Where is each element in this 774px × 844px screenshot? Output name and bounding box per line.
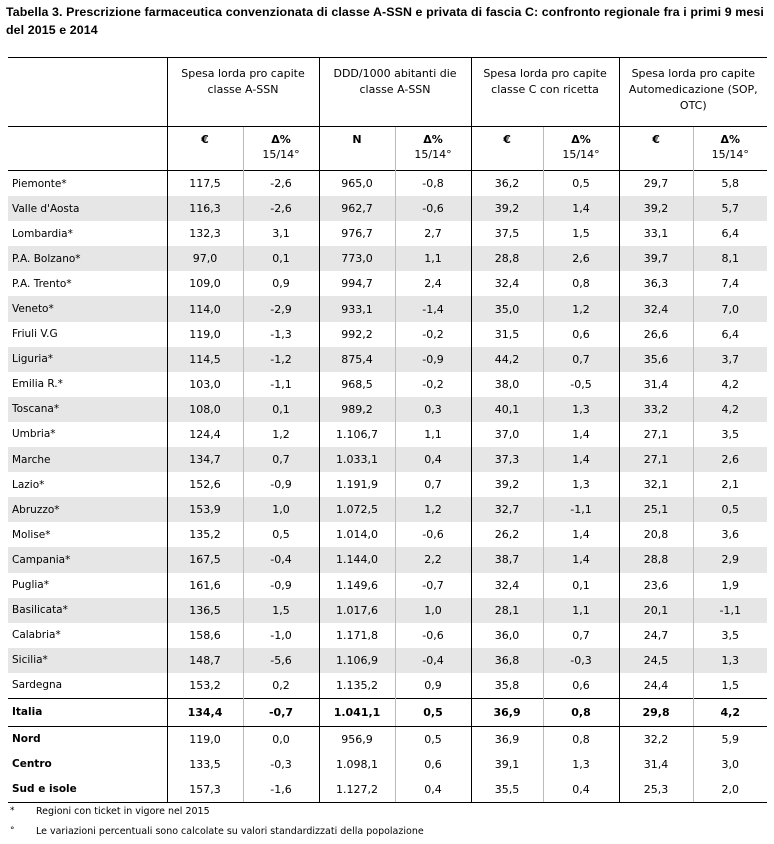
table-cell: -2,9 [243, 296, 319, 321]
table-cell: 1.135,2 [319, 673, 395, 699]
table-cell: 0,5 [243, 522, 319, 547]
table-cell: 97,0 [167, 246, 243, 271]
table-cell: 108,0 [167, 397, 243, 422]
table-cell: 0,9 [243, 271, 319, 296]
table-cell: -1,6 [243, 777, 319, 803]
table-cell: 0,4 [543, 777, 619, 803]
table-cell: 2,9 [693, 547, 767, 572]
regional-table [8, 57, 767, 803]
table-cell: 956,9 [319, 726, 395, 752]
table-cell: 153,9 [167, 497, 243, 522]
footnote-ticket: * Regioni con ticket in vigore nel 2015 [10, 806, 210, 817]
table-cell: 1,9 [693, 573, 767, 598]
table-cell: -1,1 [693, 598, 767, 623]
table-cell: 35,5 [471, 777, 543, 803]
table-cell: 35,0 [471, 296, 543, 321]
table-cell: 1,0 [395, 598, 471, 623]
table-cell: 39,2 [619, 196, 693, 221]
table-cell: 37,5 [471, 221, 543, 246]
row-label: P.A. Bolzano* [8, 246, 167, 271]
table-cell: 0,5 [543, 171, 619, 197]
table-cell: 989,2 [319, 397, 395, 422]
table-cell: -0,9 [395, 347, 471, 372]
table-cell: -0,6 [395, 623, 471, 648]
row-label: Italia [8, 698, 167, 726]
table-cell: -2,6 [243, 196, 319, 221]
table-cell: 40,1 [471, 397, 543, 422]
table-cell: 0,6 [395, 752, 471, 777]
table-row [8, 623, 767, 648]
table-cell: 0,7 [395, 472, 471, 497]
table-cell: 1.014,0 [319, 522, 395, 547]
table-cell: 0,1 [243, 397, 319, 422]
table-cell: 25,3 [619, 777, 693, 803]
table-cell: 24,7 [619, 623, 693, 648]
table-cell: 1,5 [693, 673, 767, 699]
table-cell: 1.033,1 [319, 447, 395, 472]
table-cell: 36,9 [471, 698, 543, 726]
table-cell: 1.171,8 [319, 623, 395, 648]
table-cell: 7,0 [693, 296, 767, 321]
table-cell: 32,4 [619, 296, 693, 321]
corner-cell-sub [8, 127, 167, 171]
row-label: Nord [12, 733, 41, 746]
table-cell: 3,7 [693, 347, 767, 372]
table-cell: 0,2 [243, 673, 319, 699]
table-row [8, 497, 767, 522]
row-label: Valle d'Aosta [8, 196, 167, 221]
sub-header: Δ% 15/14° [243, 127, 319, 171]
row-label: Marche [8, 447, 167, 472]
table-cell: 2,7 [395, 221, 471, 246]
table-cell: -2,6 [243, 171, 319, 197]
row-label: Piemonte* [8, 171, 167, 197]
table-row [8, 246, 767, 271]
table-cell: -0,3 [543, 648, 619, 673]
table-cell: 1,3 [543, 397, 619, 422]
table-cell: -0,4 [395, 648, 471, 673]
table-cell: 24,4 [619, 673, 693, 699]
table-cell: 2,1 [693, 472, 767, 497]
table-cell: 0,6 [543, 322, 619, 347]
sub-header: € [471, 127, 543, 171]
table-row [8, 347, 767, 372]
table-row [8, 372, 767, 397]
table-cell: 1.072,5 [319, 497, 395, 522]
table-cell: 4,2 [693, 372, 767, 397]
table-cell: -1,2 [243, 347, 319, 372]
table-cell: 0,0 [243, 726, 319, 752]
table-row [8, 397, 767, 422]
table-cell: 0,1 [543, 573, 619, 598]
table-row [8, 673, 767, 699]
table-cell: 1.106,9 [319, 648, 395, 673]
table-cell: 158,6 [167, 623, 243, 648]
table-cell: 965,0 [319, 171, 395, 197]
table-title: Tabella 3. Prescrizione farmaceutica convenzionata di classe A-SSN e privata di fascia C: confronto regionale fra i primi 9 mesi del 2015 e 2014 [6, 5, 764, 37]
table-cell: 1,1 [395, 422, 471, 447]
table-cell: 28,8 [471, 246, 543, 271]
table-cell: 1,1 [395, 246, 471, 271]
table-cell: 0,5 [693, 497, 767, 522]
table-cell: 0,5 [395, 726, 471, 752]
table-row [8, 777, 767, 803]
table-cell: -1,1 [543, 497, 619, 522]
table-cell: 31,4 [619, 372, 693, 397]
table-cell: -0,8 [395, 171, 471, 197]
group-header-ddd: DDD/1000 abitanti die classe A-SSN [319, 58, 471, 127]
row-label: Sud e isole [8, 777, 167, 803]
table-cell: 4,2 [693, 698, 767, 726]
table-cell: 161,6 [167, 573, 243, 598]
row-label: Centro [12, 758, 52, 771]
table-cell: 39,7 [619, 246, 693, 271]
table-cell: 1,4 [543, 547, 619, 572]
row-label: Liguria* [8, 347, 167, 372]
row-label: Toscana* [8, 397, 167, 422]
table-cell: -1,0 [243, 623, 319, 648]
table-cell: 37,3 [471, 447, 543, 472]
table-row [8, 522, 767, 547]
table-cell: 0,1 [243, 246, 319, 271]
group-header-classe-c: Spesa lorda pro capite classe C con ricetta [471, 58, 619, 127]
table-cell: 968,5 [319, 372, 395, 397]
row-label: Sicilia* [8, 648, 167, 673]
row-label: P.A. Trento* [12, 277, 72, 290]
table-cell: 2,4 [395, 271, 471, 296]
table-cell: 1,4 [543, 522, 619, 547]
table-row [8, 598, 767, 623]
table-row [8, 447, 767, 472]
sub-header: Δ% 15/14° [543, 127, 619, 171]
table-cell: 1.098,1 [319, 752, 395, 777]
row-label: Umbria* [12, 428, 56, 441]
table-cell: -0,6 [395, 522, 471, 547]
table-row [8, 221, 767, 246]
table-row [8, 648, 767, 673]
table-cell: 36,2 [471, 171, 543, 197]
table-cell: 0,8 [543, 726, 619, 752]
table-cell: 39,2 [471, 472, 543, 497]
table-cell: -0,3 [243, 752, 319, 777]
table-row [8, 547, 767, 572]
sub-header: Δ% 15/14° [693, 127, 767, 171]
row-label: Abruzzo* [8, 497, 167, 522]
table-cell: 7,4 [693, 271, 767, 296]
sub-header: € [167, 127, 243, 171]
table-cell: 0,4 [395, 777, 471, 803]
table-cell: 1.041,1 [319, 698, 395, 726]
table-cell: 1.017,6 [319, 598, 395, 623]
row-label: Veneto* [8, 296, 167, 321]
table-cell: 29,8 [619, 698, 693, 726]
table-cell: 23,6 [619, 573, 693, 598]
row-label: Emilia R.* [12, 378, 63, 391]
table-cell: 1,4 [543, 196, 619, 221]
group-header-spesa-a-ssn: Spesa lorda pro capite classe A-SSN [167, 58, 319, 127]
table-cell: 28,8 [619, 547, 693, 572]
table-cell: -0,2 [395, 372, 471, 397]
group-header-automedicazione: Spesa lorda pro capite Automedicazione (SOP, OTC) [619, 58, 767, 127]
footnote-variazioni: ° Le variazioni percentuali sono calcolate su valori standardizzati della popolazione [10, 826, 424, 837]
table-cell: 0,8 [543, 698, 619, 726]
table-cell: 1,5 [243, 598, 319, 623]
table-cell: 0,3 [395, 397, 471, 422]
table-cell: 933,1 [319, 296, 395, 321]
table-cell: 0,4 [395, 447, 471, 472]
table-cell: 31,5 [471, 322, 543, 347]
table-cell: 33,2 [619, 397, 693, 422]
table-row [8, 296, 767, 321]
table-cell: -0,9 [243, 573, 319, 598]
table-cell: 2,0 [693, 777, 767, 803]
table-cell: 136,5 [167, 598, 243, 623]
table-cell: 119,0 [167, 322, 243, 347]
table-cell: 116,3 [167, 196, 243, 221]
row-label: Campania* [8, 547, 167, 572]
sub-header: € [619, 127, 693, 171]
table-cell: 38,0 [471, 372, 543, 397]
table-cell: 6,4 [693, 322, 767, 347]
table-cell: 0,8 [543, 271, 619, 296]
table-cell: 2,2 [395, 547, 471, 572]
table-cell: 36,0 [471, 623, 543, 648]
table-cell: 132,3 [167, 221, 243, 246]
table-cell: 4,2 [693, 397, 767, 422]
table-cell: 124,4 [167, 422, 243, 447]
table-row [8, 171, 767, 197]
table-cell: 135,2 [167, 522, 243, 547]
table-row [8, 271, 767, 296]
table-row [8, 472, 767, 497]
table-cell: 148,7 [167, 648, 243, 673]
table-cell: 134,7 [167, 447, 243, 472]
table-cell: 962,7 [319, 196, 395, 221]
table-row [8, 422, 767, 447]
table-cell: 153,2 [167, 673, 243, 699]
table-cell: 2,6 [543, 246, 619, 271]
row-label: Calabria* [12, 629, 61, 642]
table-cell: -0,9 [243, 472, 319, 497]
table-cell: 1,2 [543, 296, 619, 321]
table-cell: 25,1 [619, 497, 693, 522]
table-row [8, 322, 767, 347]
table-cell: 26,6 [619, 322, 693, 347]
table-cell: 875,4 [319, 347, 395, 372]
table-cell: 37,0 [471, 422, 543, 447]
table-cell: 36,3 [619, 271, 693, 296]
table-cell: 152,6 [167, 472, 243, 497]
table-cell: 32,4 [471, 271, 543, 296]
table-cell: 1,5 [543, 221, 619, 246]
table-cell: 26,2 [471, 522, 543, 547]
table-cell: 3,1 [243, 221, 319, 246]
table-cell: 157,3 [167, 777, 243, 803]
table-cell: 32,2 [619, 726, 693, 752]
table-cell: 5,8 [693, 171, 767, 197]
table-cell: -0,2 [395, 322, 471, 347]
table-cell: 119,0 [167, 726, 243, 752]
table-cell: 0,6 [543, 673, 619, 699]
table-cell: 0,7 [543, 623, 619, 648]
table-cell: 28,1 [471, 598, 543, 623]
table-cell: 0,7 [243, 447, 319, 472]
table-cell: 33,1 [619, 221, 693, 246]
sub-header: N [319, 127, 395, 171]
table-cell: 1.144,0 [319, 547, 395, 572]
row-label: Lazio* [12, 478, 45, 491]
table-cell: 35,8 [471, 673, 543, 699]
table-cell: 3,5 [693, 422, 767, 447]
corner-cell [8, 58, 167, 127]
table-cell: 994,7 [319, 271, 395, 296]
table-cell: 1,1 [543, 598, 619, 623]
table-cell: 1.191,9 [319, 472, 395, 497]
table-cell: 976,7 [319, 221, 395, 246]
table-cell: 0,7 [543, 347, 619, 372]
row-label: Molise* [12, 528, 51, 541]
table-cell: -5,6 [243, 648, 319, 673]
table-cell: 38,7 [471, 547, 543, 572]
table-cell: 29,7 [619, 171, 693, 197]
table-row [8, 752, 767, 777]
table-cell: 1,3 [693, 648, 767, 673]
table-cell: -0,7 [395, 573, 471, 598]
row-label: Lombardia* [12, 227, 73, 240]
table-cell: 1,3 [543, 472, 619, 497]
table-cell: 36,8 [471, 648, 543, 673]
sub-header: Δ% 15/14° [395, 127, 471, 171]
table-cell: 44,2 [471, 347, 543, 372]
table-cell: 1.149,6 [319, 573, 395, 598]
table-cell: 27,1 [619, 422, 693, 447]
table-cell: 3,0 [693, 752, 767, 777]
row-label: Sardegna [12, 679, 63, 692]
table-cell: 5,9 [693, 726, 767, 752]
table-cell: 992,2 [319, 322, 395, 347]
table-cell: 773,0 [319, 246, 395, 271]
table-cell: 32,4 [471, 573, 543, 598]
table-cell: -0,6 [395, 196, 471, 221]
table-cell: 103,0 [167, 372, 243, 397]
table-cell: 3,6 [693, 522, 767, 547]
table-cell: -0,7 [243, 698, 319, 726]
table-cell: 109,0 [167, 271, 243, 296]
table-cell: 1.127,2 [319, 777, 395, 803]
table-cell: 1,4 [543, 422, 619, 447]
table-cell: -1,3 [243, 322, 319, 347]
table-cell: 1,2 [395, 497, 471, 522]
table-row [8, 698, 767, 726]
table-cell: 39,2 [471, 196, 543, 221]
row-label: Puglia* [12, 579, 49, 592]
table-cell: 31,4 [619, 752, 693, 777]
table-cell: 27,1 [619, 447, 693, 472]
table-cell: 133,5 [167, 752, 243, 777]
table-cell: 1,4 [543, 447, 619, 472]
table-cell: 3,5 [693, 623, 767, 648]
table-cell: 24,5 [619, 648, 693, 673]
table-cell: 20,1 [619, 598, 693, 623]
table-cell: 0,5 [395, 698, 471, 726]
table-cell: 35,6 [619, 347, 693, 372]
table-cell: -0,5 [543, 372, 619, 397]
table-cell: 8,1 [693, 246, 767, 271]
table-cell: 36,9 [471, 726, 543, 752]
table-cell: 39,1 [471, 752, 543, 777]
table-cell: 1,2 [243, 422, 319, 447]
table-cell: 32,1 [619, 472, 693, 497]
table-cell: -1,1 [243, 372, 319, 397]
table-cell: 2,6 [693, 447, 767, 472]
table-cell: 0,9 [395, 673, 471, 699]
table-cell: -0,4 [243, 547, 319, 572]
table-cell: 117,5 [167, 171, 243, 197]
table-cell: 134,4 [167, 698, 243, 726]
table-cell: 6,4 [693, 221, 767, 246]
table-cell: -1,4 [395, 296, 471, 321]
table-cell: 114,0 [167, 296, 243, 321]
table-cell: 20,8 [619, 522, 693, 547]
table-row [8, 726, 767, 752]
table-row [8, 573, 767, 598]
table-row [8, 196, 767, 221]
table-cell: 114,5 [167, 347, 243, 372]
table-cell: 1,0 [243, 497, 319, 522]
table-cell: 5,7 [693, 196, 767, 221]
row-label: Friuli V.G [12, 328, 58, 341]
table-cell: 1.106,7 [319, 422, 395, 447]
row-label: Basilicata* [8, 598, 167, 623]
table-cell: 167,5 [167, 547, 243, 572]
table-cell: 32,7 [471, 497, 543, 522]
table-cell: 1,3 [543, 752, 619, 777]
